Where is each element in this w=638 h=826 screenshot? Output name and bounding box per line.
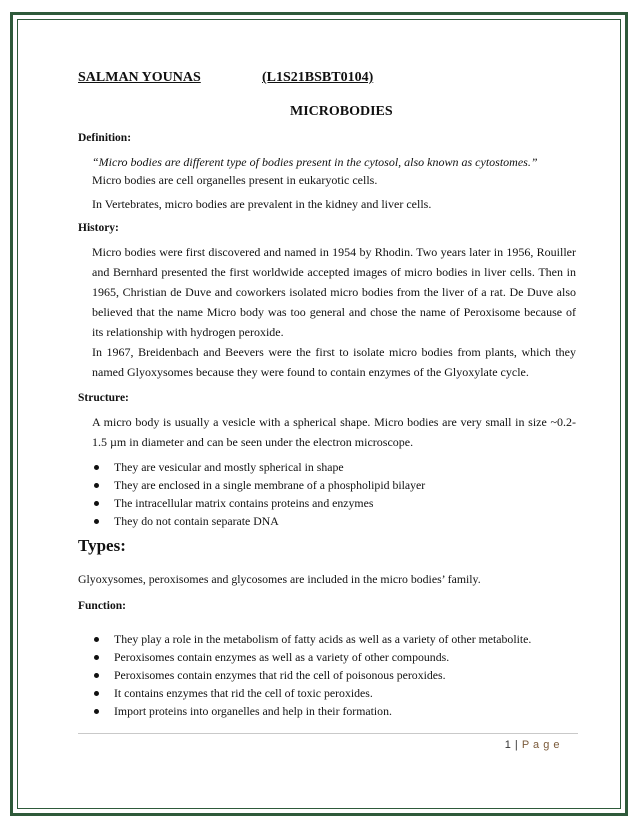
bullet-icon [94, 637, 99, 642]
list-item: They are enclosed in a single membrane of a phospholipid bilayer [92, 476, 582, 494]
bullet-icon [94, 519, 99, 524]
bullet-icon [94, 691, 99, 696]
page-number: 1 [504, 739, 512, 751]
structure-heading: Structure: [78, 392, 129, 404]
page-footer [505, 739, 560, 751]
bullet-icon [94, 501, 99, 506]
list-item: Import proteins into organelles and help in their formation. [92, 702, 582, 720]
bullet-icon [94, 673, 99, 678]
bullet-icon [94, 465, 99, 470]
list-item: They play a role in the metabolism of fatty acids as well as a variety of other metabolite. [92, 630, 582, 648]
roll-number: (L1S21BSBT0104) [262, 70, 374, 85]
definition-paragraph [92, 153, 576, 189]
history-heading: History: [78, 222, 119, 234]
list-item: They are vesicular and mostly spherical in shape [92, 458, 582, 476]
types-paragraph: Glyoxysomes, peroxisomes and glycosomes are included in the micro bodies’ family. [78, 572, 481, 586]
function-bullet-list [92, 630, 582, 720]
page-label: P a g e [521, 739, 560, 751]
definition-quote: “Micro bodies are different type of bodies present in the cytosol, also known as cytostomes.” [92, 155, 538, 169]
definition-paragraph-2: In Vertebrates, micro bodies are prevalent in the kidney and liver cells. [92, 197, 432, 211]
footer-divider [78, 733, 578, 734]
list-item: The intracellular matrix contains proteins and enzymes [92, 494, 582, 512]
list-item: Peroxisomes contain enzymes as well as a variety of other compounds. [92, 648, 582, 666]
history-paragraph-1: Micro bodies were first discovered and named in 1954 by Rhodin. Two years later in 1956, Rouiller and Bernhard presented the first worldwide accepted images of micro bodies in liver cells. Then in 1965, Christian de Duve and coworkers isolated micro bodies from the liver of a rat. De Duve also believed that the name Micro body was too general and chose the name of Peroxisome because of its relationship with hydrogen peroxide. [92, 245, 576, 339]
structure-bullet-list [92, 458, 582, 530]
bullet-icon [94, 709, 99, 714]
structure-paragraph: A micro body is usually a vesicle with a spherical shape. Micro bodies are very small in size ~0.2-1.5 µm in diameter and can be seen under the electron microscope. [92, 415, 576, 449]
history-paragraph-2: In 1967, Breidenbach and Beevers were the first to isolate micro bodies from plants, which they named Glyoxysomes because they were found to contain enzymes of the Glyoxylate cycle. [92, 345, 576, 379]
list-item: It contains enzymes that rid the cell of toxic peroxides. [92, 684, 582, 702]
bullet-icon [94, 483, 99, 488]
definition-line: Micro bodies are cell organelles present in eukaryotic cells. [92, 173, 378, 187]
definition-heading: Definition: [78, 132, 132, 144]
document-title: MICROBODIES [290, 104, 393, 119]
bullet-icon [94, 655, 99, 660]
types-heading: Types: [78, 536, 126, 555]
list-item: Peroxisomes contain enzymes that rid the cell of poisonous peroxides. [92, 666, 582, 684]
function-heading: Function: [78, 600, 126, 612]
author-name: SALMAN YOUNAS [78, 70, 201, 85]
list-item: They do not contain separate DNA [92, 512, 582, 530]
footer-separator: | [514, 739, 519, 751]
